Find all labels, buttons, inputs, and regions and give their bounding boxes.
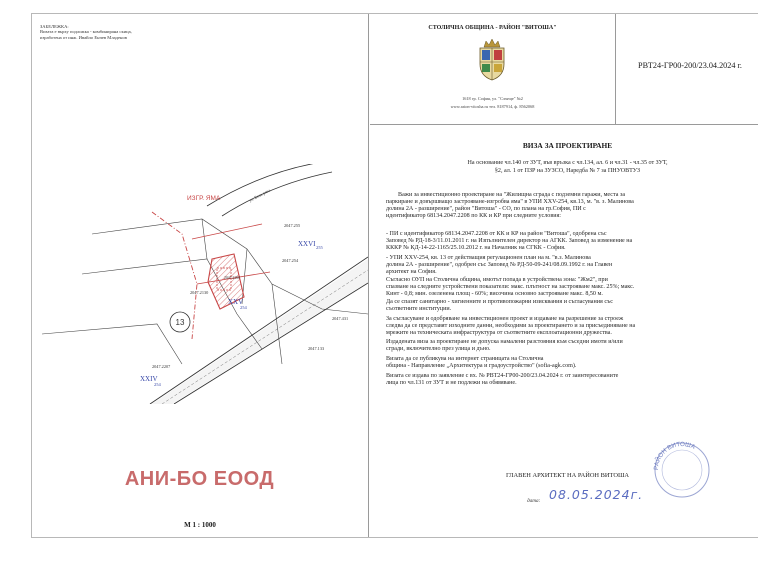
street-label: ул. Бяла ряка [248, 187, 272, 203]
sofia-crest-icon [474, 38, 510, 82]
legal-basis: На основание чл.140 от ЗУТ, във връзка с чл.134, ал. 6 и чл.31 - чл.35 от ЗУТ, [467, 160, 668, 166]
condition-line: Кинт - 0,8; мин. озеленена площ - 60%; височина основно застрояване макс. 8,50 м. [386, 291, 603, 297]
parcel-lines [42, 324, 182, 364]
visa-title: ВИЗА ЗА ПРОЕКТИРАНЕ [522, 141, 613, 150]
condition-line: Визата да се публикува на интернет страницата на Столична [386, 356, 544, 362]
visa-body [370, 124, 758, 537]
condition-line: За съгласуване и одобряване на инвестиционен проект и издаване на разрешение за строеж [386, 316, 624, 322]
condition-line: следва да се представят изходните данни, необходими за проектирането и за присъединяване на [386, 323, 636, 329]
company-brand: АНИ-БО ЕООД [124, 468, 275, 490]
upi-sub-label: 255 [316, 245, 323, 250]
stamp-text: РАЙОН ВИТОША [652, 440, 697, 471]
condition-line: съответните институции. [386, 306, 452, 312]
upi-label: XXVI [298, 240, 316, 248]
parcel-id: 2047.2130 [190, 290, 209, 295]
condition-line: Визата се издава по заявление с вх. № РВТ24-ГР00-200/23.04.2024 г. от заинтересованите [386, 373, 619, 379]
condition-line: Издадената виза за проектиране не допуска намалени разстояния към съседни имоти и/или [386, 339, 623, 345]
condition-line: сгради, включително през улица и дъно. [386, 346, 491, 352]
municipality-address: 1618 гр. София, ул. "Слънце" №2 [462, 96, 523, 101]
note-line: Визата е върху подложка - комбинирана скица, [40, 29, 132, 35]
visa-sheet [31, 13, 758, 538]
condition-line: архитект на София. [386, 269, 437, 275]
road-band [152, 259, 368, 404]
parcel-id: 2047.255 [284, 223, 301, 228]
condition-line: Заповед № РД-18-3/11.01.2011 г. на Изпълнителен директор на АГКК. Заповед за изменение на [386, 238, 633, 244]
municipality-contacts: www.raion-vitosha.ru тел. 8187914, ф. 8562068 [450, 104, 535, 109]
document-number: РВТ24-ГР00-200/23.04.2024 г. [638, 61, 742, 70]
condition-line: община - Направление „Архитектура и градоустройство" (sofia-agk.com). [386, 363, 577, 369]
upi-label: XXIV [140, 375, 158, 383]
upi-sub-label: 254 [154, 382, 161, 387]
parcel-id: 2047.254 [282, 258, 299, 263]
map-scale: М 1 : 1000 [184, 521, 216, 529]
visa-paragraph: идентификатор 68134.2047.2208 по КК и КР при следните условия: [386, 213, 561, 219]
note [40, 24, 132, 40]
document-header [370, 14, 758, 125]
visa-paragraph: долина 2А - разширение", район "Витоша" - СО, по плана на гр.София, ПИ с [386, 206, 586, 212]
condition-line: долина 2А - разширение", одобрен със Заповед № РД-50-09-241/08.09.1992 г. на Главен [386, 262, 613, 268]
condition-line: лица по чл.131 от ЗУТ и не подлежи на обявяване. [386, 380, 517, 386]
legal-basis: §2, ал. 1 от ПЗР на ЗУЗСО, Наредба № 7 за ПНУОВТУЗ [494, 168, 641, 174]
municipality-block [370, 14, 616, 124]
condition-line: мрежите на техническата инфраструктура от съответните експлоатационни дружества. [386, 330, 612, 336]
visa-paragraph: паркиране и довършващо застрояване-изгробва яма" в УПИ XXV-254, кв.13, м. "в. з. Малинова [386, 199, 634, 205]
svg-text:РАЙОН ВИТОША [653, 441, 697, 470]
note-line: изработена от инж. Ивайло Енчев Младенов [40, 34, 127, 40]
pit-label: ИЗГР. ЯМА [187, 195, 221, 202]
handwritten-date: 08.05.2024г. [549, 487, 644, 502]
road-edge [174, 283, 368, 404]
condition-line: спазване на следните устройствени показатели: макс. плътност на застрояване макс. 25%; макс. [386, 284, 635, 290]
condition-line: - ПИ с идентификатор 68134.2047.2208 от КК и КР на район "Витоша", одобрена със [386, 231, 607, 237]
note-line: ЗАБЕЛЕЖКА: [40, 24, 69, 29]
cadastral-map [32, 164, 368, 404]
upi-label: XXV [228, 298, 244, 306]
street-upper [222, 172, 332, 216]
parcel-id: 2047.2208 [224, 276, 241, 280]
street-upper [207, 164, 322, 206]
municipality-name: СТОЛИЧНА ОБЩИНА - РАЙОН "ВИТОША" [428, 25, 557, 31]
plan-panel [32, 14, 369, 537]
chief-architect: ГЛАВЕН АРХИТЕКТ НА РАЙОН ВИТОША [505, 472, 630, 479]
condition-line: Съгласно ОУП на Столична община, имотът попада в устройствена зона: "Жм2", при [386, 277, 608, 283]
condition-line: Да се спазят санитарно - хигиенните и противопожарни изисквания и съгласувания със [386, 299, 613, 305]
upi-sub-label: 254 [240, 305, 247, 310]
parcel-id: 2047.133 [308, 346, 325, 351]
block-number: 13 [175, 318, 185, 327]
official-stamp-icon [648, 430, 716, 498]
condition-line: КККР № КД-14-22-1165/25.10.2012 г. на Началник на СГКК - София. [386, 245, 566, 251]
date-label: дата: [527, 498, 541, 504]
parcel-id: 2047.2207 [152, 364, 171, 369]
parcel-id: 2047.431 [332, 316, 349, 321]
visa-paragraph: Важи за инвестиционно проектиране на "Жилищна сграда с подземни гаражи, места за [398, 192, 626, 198]
condition-line: - УПИ XXV-254, кв. 13 от действащия регулационен план на м. "в.з. Малинова [386, 255, 591, 261]
